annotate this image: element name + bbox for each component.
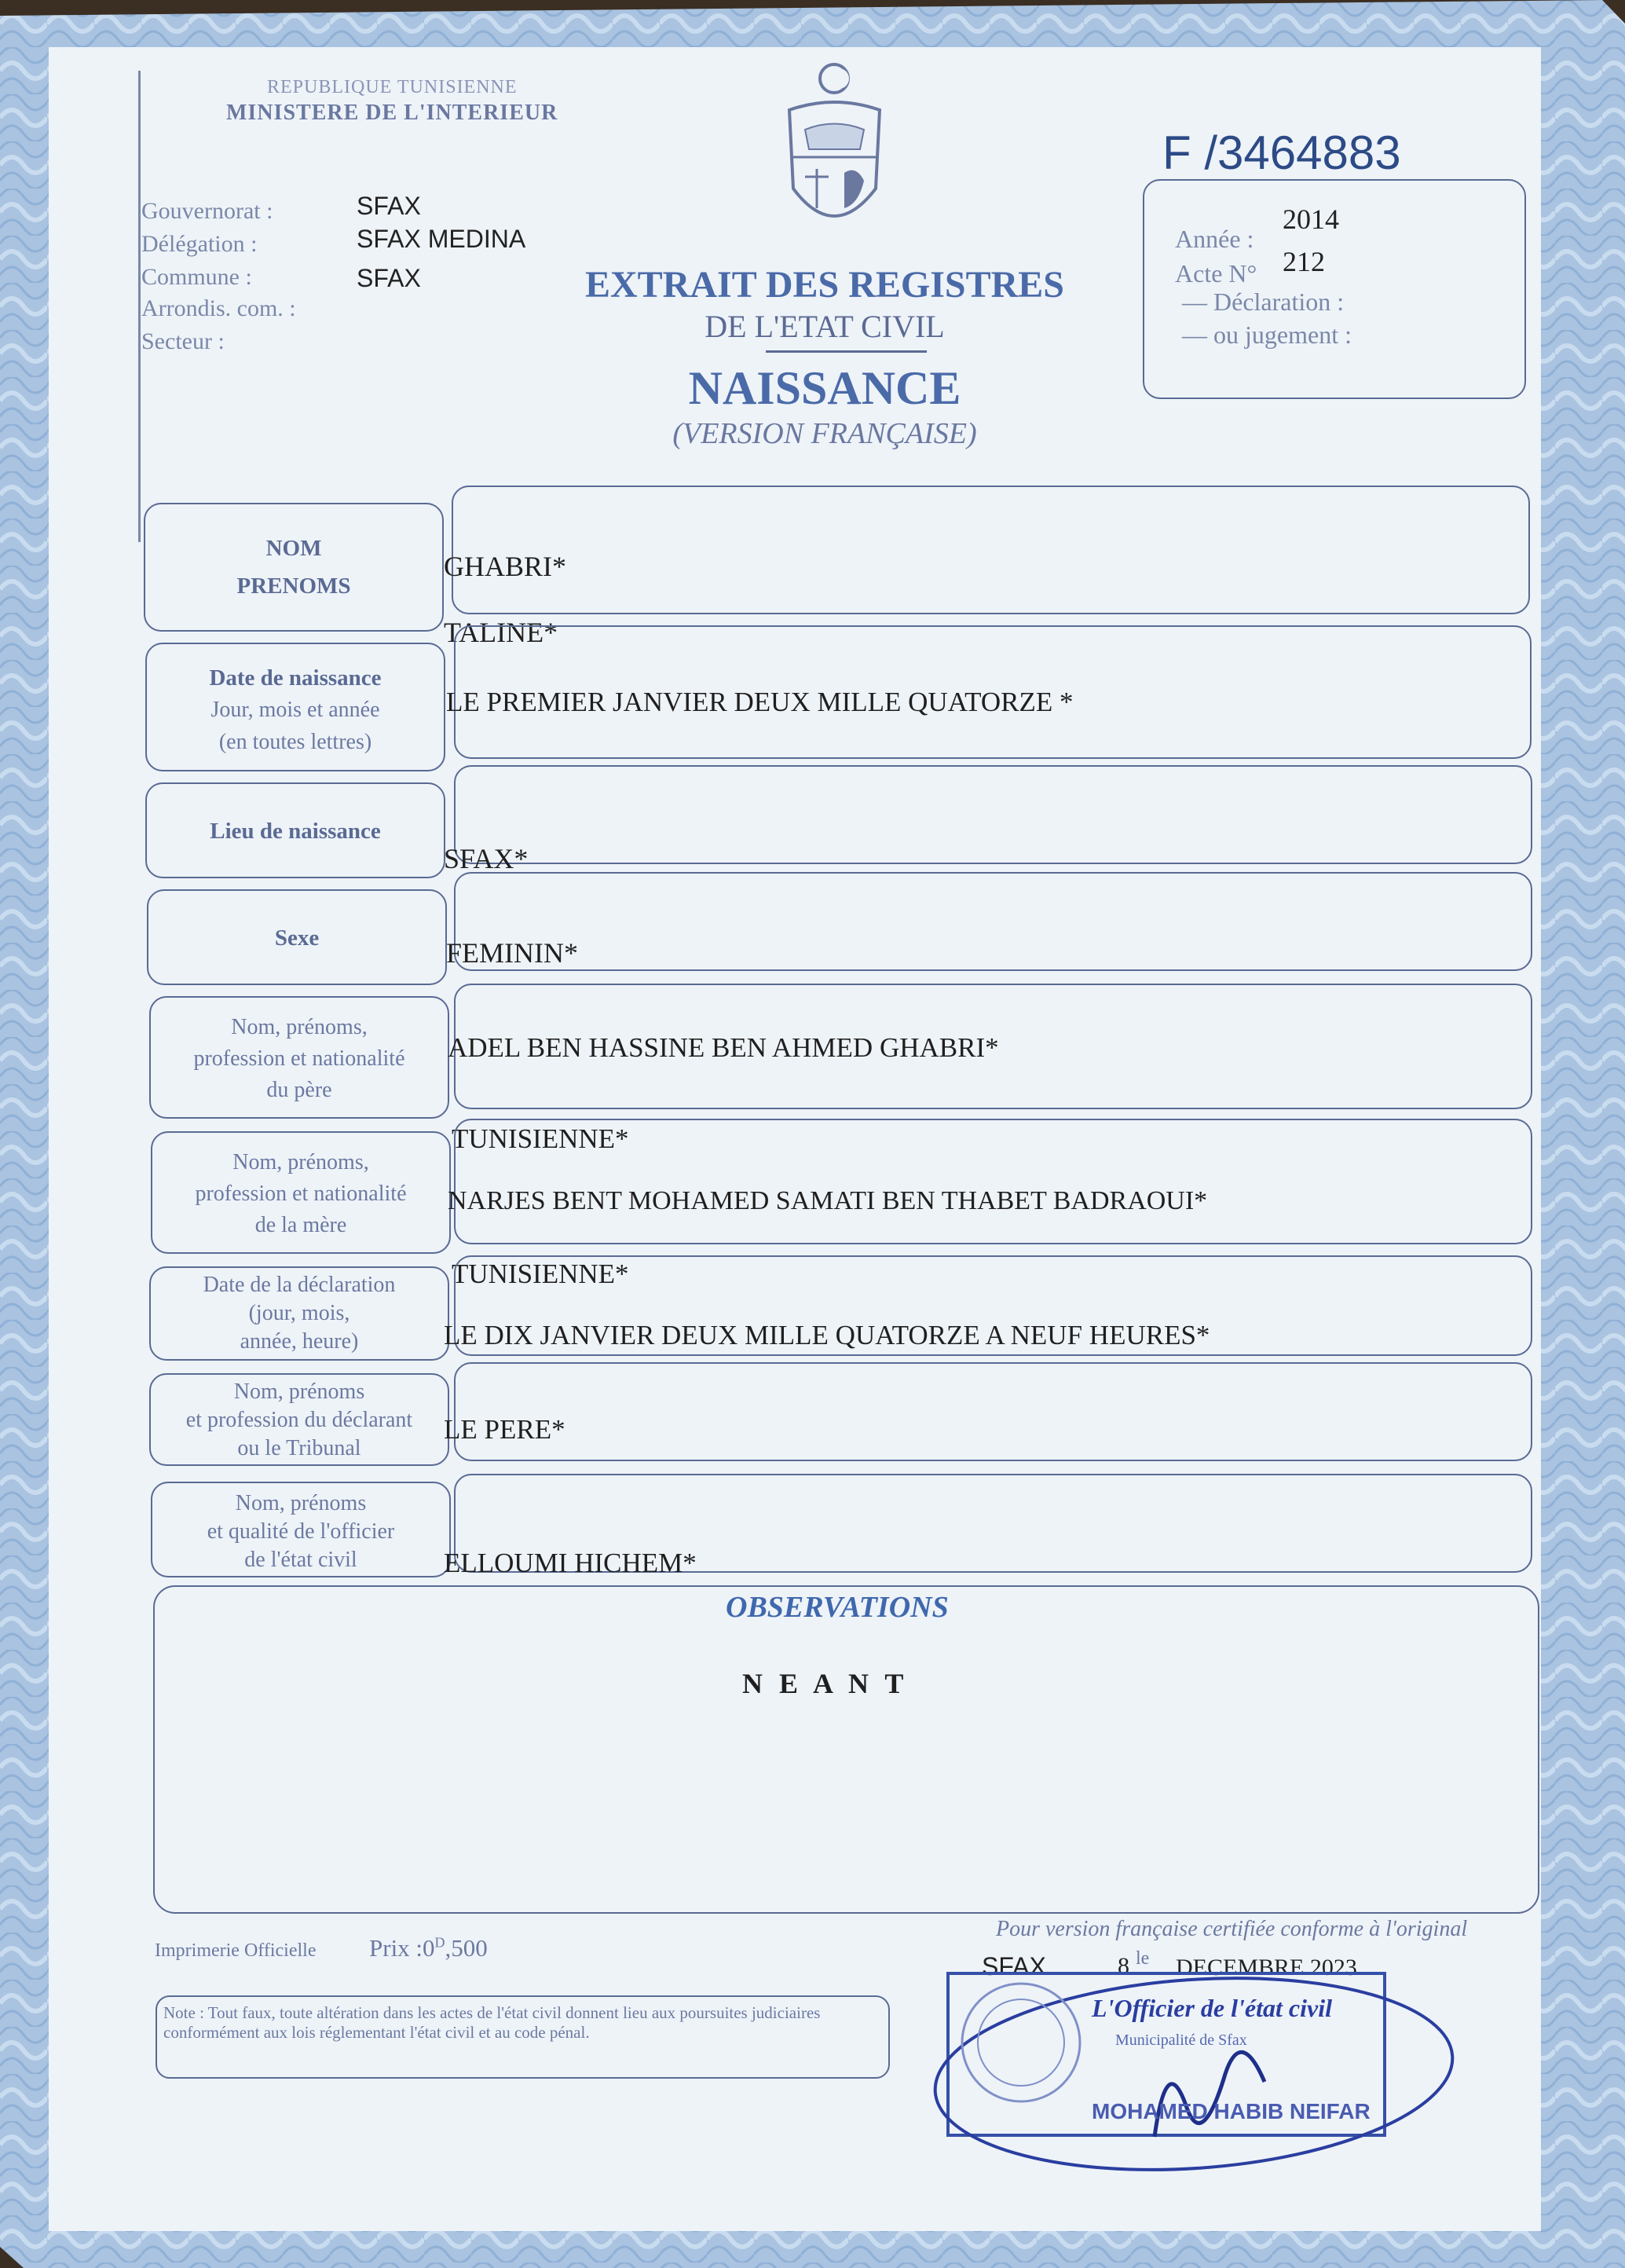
sex-value: FEMININ* <box>446 937 578 969</box>
serial-number: F /3464883 <box>1162 126 1401 179</box>
stamp-municipality: Municipalité de Sfax <box>1115 2032 1247 2049</box>
month-year-value: DECEMBRE 2023 <box>1176 1955 1357 1980</box>
day-value: 8 <box>1118 1953 1129 1979</box>
arrondissement-label: Arrondis. com. : <box>141 295 296 321</box>
declaration-date-value: LE DIX JANVIER DEUX MILLE QUATORZE A NEUF HEURES* <box>444 1320 1210 1350</box>
mother-value: NARJES BENT MOHAMED SAMATI BEN THABET BADRAOUI* <box>448 1186 1208 1215</box>
row-birthplace-value-box <box>454 765 1532 864</box>
officer-value: ELLOUMI HICHEM* <box>444 1548 697 1578</box>
header-left-rule <box>138 71 141 542</box>
row-declarant-value-box <box>454 1362 1532 1461</box>
coat-of-arms-icon <box>766 55 903 251</box>
declaration-date-label: Date de la déclaration <box>203 1273 396 1297</box>
row-mother-value-box <box>454 1119 1532 1244</box>
mother-nationality-value: TUNISIENNE* <box>452 1259 629 1289</box>
nom-value: GHABRI* <box>444 551 567 582</box>
title-line2: DE L'ETAT CIVIL <box>705 309 945 344</box>
title-line1: EXTRAIT DES REGISTRES <box>584 264 1064 306</box>
annee-value: 2014 <box>1283 203 1339 235</box>
birthplace-value: SFAX* <box>444 843 529 874</box>
declarant-label: Nom, prénoms <box>233 1379 365 1404</box>
commune-value: SFAX <box>357 264 421 292</box>
prenoms-label: PRENOMS <box>236 573 351 599</box>
nom-label: NOM <box>265 536 322 561</box>
declaration-date-label-3: année, heure) <box>240 1329 359 1354</box>
birthdate-value: LE PREMIER JANVIER DEUX MILLE QUATORZE * <box>446 687 1074 717</box>
father-label-3: du père <box>266 1078 332 1102</box>
birthdate-label: Date de naissance <box>209 665 382 691</box>
delegation-value: SFAX MEDINA <box>357 225 526 253</box>
mother-label: Nom, prénoms, <box>232 1150 369 1174</box>
legal-note: Note : Tout faux, toute altération dans les actes de l'état civil donnent lieu aux poursuites judiciaires conformément aux lois réglementant l'état civil et au code pénal. <box>163 2003 821 2043</box>
birthdate-sublabel: Jour, mois et année <box>210 698 380 722</box>
gouvernorat-value: SFAX <box>357 192 421 220</box>
row-nom-value-box <box>452 485 1530 614</box>
acte-value: 212 <box>1283 246 1325 277</box>
delegation-label: Délégation : <box>141 231 258 257</box>
father-nationality-value: TUNISIENNE* <box>452 1123 629 1154</box>
declarant-label-2: et profession du déclarant <box>185 1408 413 1432</box>
document-type-title: NAISSANCE <box>688 362 961 414</box>
price-label: Prix $:0^D,500$ <box>369 1934 488 1962</box>
father-value: ADEL BEN HASSINE BEN AHMED GHABRI* <box>448 1032 999 1063</box>
title-underline <box>766 350 927 353</box>
row-sex-value-box <box>454 872 1532 971</box>
stamp-name: MOHAMED HABIB NEIFAR <box>1092 2099 1371 2123</box>
annee-label: Année : <box>1175 225 1254 253</box>
father-label-2: profession et nationalité <box>193 1046 405 1071</box>
secteur-label: Secteur : <box>141 328 225 354</box>
observations-title: OBSERVATIONS <box>726 1591 949 1624</box>
stamp-officer-title: L'Officier de l'état civil <box>1092 1994 1332 2022</box>
certified-label: Pour version française certifiée conforme à l'original <box>996 1917 1468 1941</box>
jugement-label: — ou jugement : <box>1182 321 1352 349</box>
commune-label: Commune : <box>141 264 252 290</box>
observations-value: N E A N T <box>742 1668 909 1699</box>
le-label: le <box>1136 1948 1150 1969</box>
officer-label-3: de l'état civil <box>244 1548 357 1572</box>
sex-label: Sexe <box>274 925 320 951</box>
officer-label-2: et qualité de l'officier <box>207 1519 395 1544</box>
republic-label: REPUBLIQUE TUNISIENNE <box>267 77 518 97</box>
place-value: SFAX <box>982 1952 1046 1980</box>
father-label: Nom, prénoms, <box>231 1015 368 1039</box>
officer-label: Nom, prénoms <box>235 1491 367 1515</box>
declarant-value: LE PERE* <box>444 1414 565 1445</box>
version-label: (VERSION FRANÇAISE) <box>672 417 977 450</box>
declaration-label: — Déclaration : <box>1182 288 1345 316</box>
row-nom-label-box <box>144 503 444 632</box>
gouvernorat-label: Gouvernorat : <box>141 198 273 224</box>
prenoms-value: TALINE* <box>444 617 558 648</box>
printer-label: Imprimerie Officielle <box>155 1940 317 1961</box>
observations-box <box>153 1585 1539 1914</box>
stamp-seal-icon <box>927 1956 1461 2184</box>
mother-label-2: profession et nationalité <box>195 1182 407 1206</box>
declarant-label-3: ou le Tribunal <box>237 1436 361 1460</box>
mother-label-3: de la mère <box>254 1213 347 1237</box>
birthdate-sublabel-2: (en toutes lettres) <box>218 730 372 754</box>
acte-label: Acte N° <box>1175 259 1257 288</box>
ministry-label: MINISTERE DE L'INTERIEUR <box>226 101 558 125</box>
declaration-date-label-2: (jour, mois, <box>248 1301 350 1325</box>
birthplace-label: Lieu de naissance <box>210 819 381 844</box>
